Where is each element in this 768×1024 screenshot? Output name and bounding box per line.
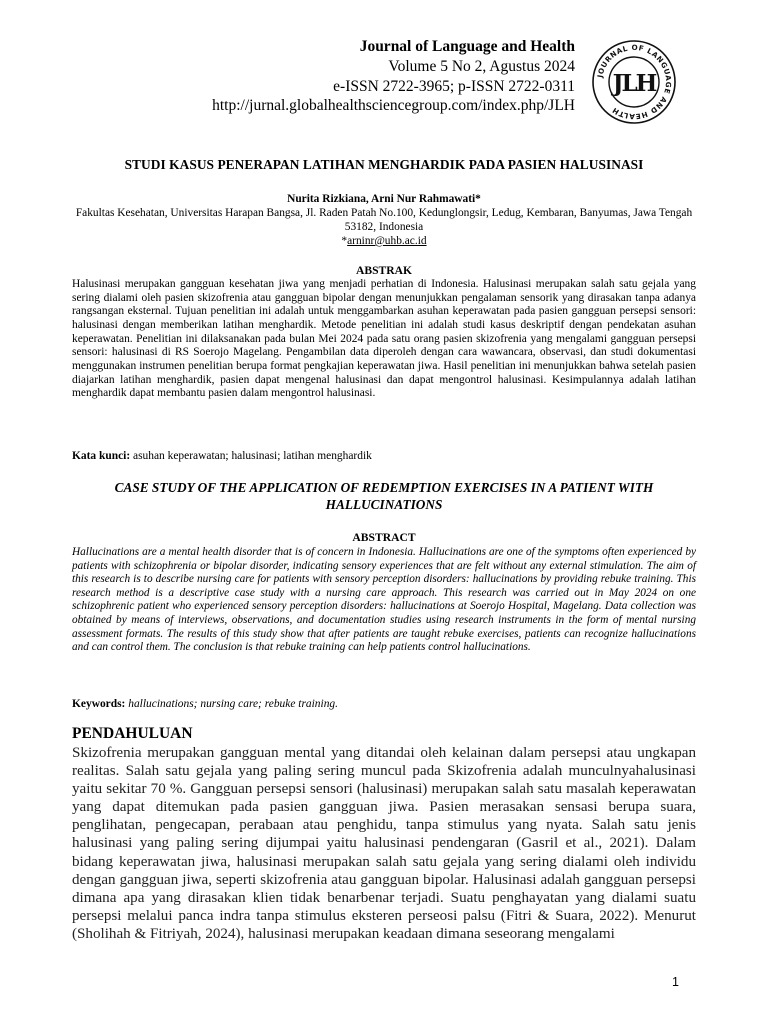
keywords-label: Keywords: (72, 698, 126, 710)
paper-title: STUDI KASUS PENERAPAN LATIHAN MENGHARDIK PADA PASIEN HALUSINASI (124, 157, 644, 172)
kata-kunci (72, 449, 696, 463)
abstract-text: Hallucinations are a mental health disorder that is of concern in Indonesia. Hallucinations are one of the symptoms often experienced by patients with schizophrenia or bipolar disorder, indicating sensory experiences that are felt without any external stimulation. The aim of this research is to describe nursing care for patients with sensory perception disorders: hallucinations by providing rebuke training. This research method is a descriptive case study with a nursing care approach. This research was carried out in May 2024 on one schizophrenic patient who experienced sensory perception disorders: hallucinations at Soerojo Hospital, Magelang. Data collection was obtained by means of interviews, observations, and documentation studies using research instruments in the form of mental nursing assessment formats. The results of this study show that after patients are taught rebuke exercises, patients can recognize hallucinations and can control them. The conclusion is that rebuke training can help patients control hallucinations. (72, 546, 696, 654)
journal-url[interactable]: http://jurnal.globalhealthsciencegroup.com/index.php/JLH (212, 97, 575, 114)
journal-issn: e-ISSN 2722-3965; p-ISSN 2722-0311 (333, 77, 575, 95)
abstrak-heading: ABSTRAK (355, 264, 413, 277)
kata-kunci-label: Kata kunci: (72, 450, 131, 462)
journal-logo-icon (592, 40, 676, 124)
journal-name: Journal of Language and Health (359, 38, 575, 55)
svg-text:JLH: JLH (612, 70, 656, 97)
abstrak-text: Halusinasi merupakan gangguan kesehatan jiwa yang menjadi perhatian di Indonesia. Halusinasi merupakan salah satu gejala yang sering dialami oleh pasien skizofrenia atau gangguan bipolar dengan menunjukkan pengalaman sensorik yang dirasakan tanpa adanya rangsangan eksternal. Tujuan penelitian ini adalah untuk menggambarkan asuhan keperawatan pada pasien gangguan persepsi sensori: halusinasi dengan memberikan latihan menghardik. Metode penelitian ini adalah studi kasus deskriptif dengan pendekatan asuhan keperawatan. Penelitian ini dilaksanakan pada bulan Mei 2024 pada satu orang pasien skizofrenia yang mengalami gangguan persepsi sensori: halusinasi di RS Soerojo Magelang. Pengambilan data diperoleh dengan cara wawancara, observasi, dan studi dokumentasi menggunakan instrumen penelitian berupa format pengkajian keperawatan jiwa. Hasil penelitian ini menunjukkan bahwa setelah pasien diajarkan latihan menghardik, pasien dapat mengenal halusinasi dan dapat mengontrol halusinasi. Kesimpulannya adalah latihan menghardik dapat membantu pasien dalam mengontrol halusinasi. (72, 278, 696, 400)
kata-kunci-values: asuhan keperawatan; halusinasi; latihan menghardik (130, 450, 372, 462)
page-number: 1 (672, 975, 679, 989)
keywords (72, 697, 696, 711)
journal-volume: Volume 5 No 2, Agustus 2024 (388, 58, 575, 75)
author-list: Nurita Rizkiana, Arni Nur Rahmawati* (287, 193, 481, 205)
corresponding-email (72, 234, 696, 248)
section-body: Skizofrenia merupakan gangguan mental yang ditandai oleh kelainan dalam persepsi atau ungkapan realitas. Salah satu gejala yang paling sering muncul pada Skizofrenia adalah munculnyahalusinasi yaitu sekitar 70 %. Gangguan persepsi sensori (halusinasi) merupakan salah satu masalah keperawatan yang dapat ditemukan pada pasien gangguan jiwa. Pasien merasakan sensasi berupa suara, penglihatan, pengecapan, perabaan atau penghidu, tanpa stimulus yang nyata. Salah satu jenis halusinasi yang paling sering dijumpai yaitu halusinasi pendengaran (Gasril et al., 2021). Dalam bidang keperawatan jiwa, halusinasi merupakan salah satu gejala yang sering dialami oleh individu dengan gangguan jiwa, seperti skizofrenia atau gangguan bipolar. Halusinasi adalah gangguan persepsi dimana apa yang dirasakan klien tidak benarbenar terjadi. Suatu penghayatan yang dialami suatu persepsi melalui panca indra tanpa stimulus eksteren perseosi palsu (Fitri & Suara, 2022). Menurut (Sholihah & Fitriyah, 2024), halusinasi merupakan keadaan dimana seseorang mengalami (72, 745, 696, 942)
email-link[interactable]: arninr@uhb.ac.id (347, 235, 427, 247)
author-affiliation: Fakultas Kesehatan, Universitas Harapan Bangsa, Jl. Raden Patah No.100, Kedunglongsir, Ledug, Kembaran, Banyumas, Jawa Tengah 53182, Indonesia (75, 207, 693, 234)
abstract-heading: ABSTRACT (352, 531, 416, 544)
journal-masthead (150, 37, 575, 116)
english-title: CASE STUDY OF THE APPLICATION OF REDEMPTION EXERCISES IN A PATIENT WITH HALLUCINATIONS (114, 480, 654, 512)
section-heading: PENDAHULUAN (72, 725, 193, 742)
email-marker: * (341, 235, 348, 247)
keywords-values: hallucinations; nursing care; rebuke training. (125, 698, 339, 710)
svg-text:JOURNAL OF LANGUAGE AND HEALTH: JOURNAL OF LANGUAGE AND HEALTH (595, 42, 674, 122)
